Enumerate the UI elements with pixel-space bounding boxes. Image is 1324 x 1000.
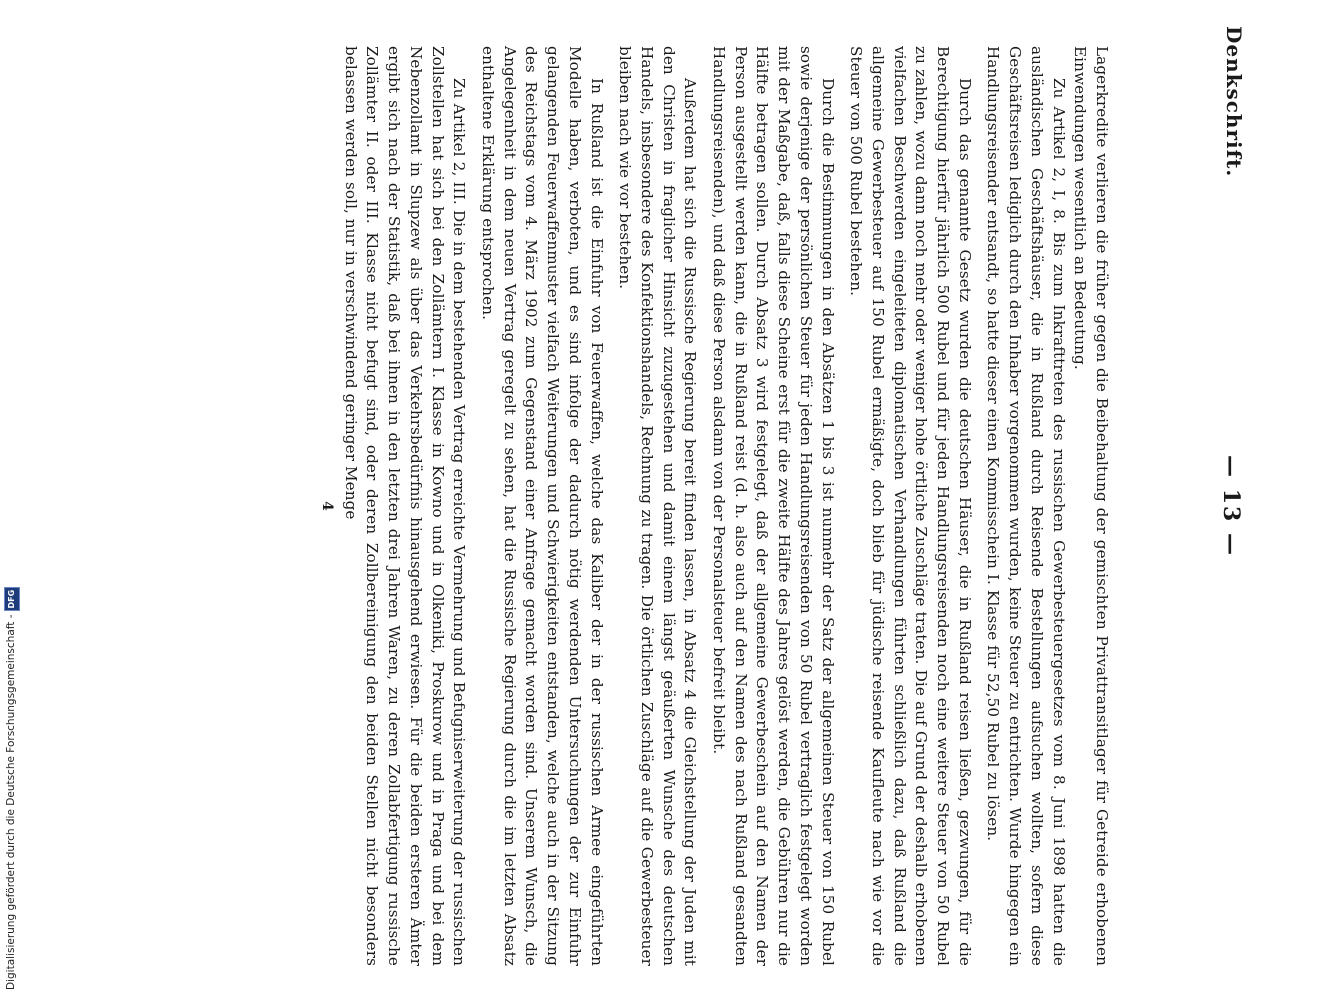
paragraph: Zu Artikel 2, I, 8. Bis zum Inkrafttreten des russischen Gewerbesteuergesetzes vom 8. Juni 1898 hatten die ausländischen Geschäftshäuser, die in Rußland durch Reisende Bestellungen aufsuchen wollten, sofern diese Geschäftsreisen lediglich durch den Inhaber vorgenommen wurden, keine Steuer zu entrichten. Wurde hingegen ein Handlungsreisender entsandt, so hatte dieser einen Kommisschein I. Klasse für 52,50 Rubel zu lösen. [984,46,1068,966]
paragraph: Lagerkredite verlieren die früher gegen die Beibehaltung der gemischten Privattransitlager für Getreide erhobenen Einwendungen wesentlich an Bedeutung. [1071,46,1111,966]
dfg-logo: DFG [4,587,20,612]
credit-text: Digitalisierung gefördert durch die Deutsche Forschungsgemeinschaft - [5,614,17,990]
scanned-page [114,26,1246,966]
signature-mark: 4 [319,501,336,511]
page-number: — 13 — [1218,455,1244,557]
paragraph: Durch das genannte Gesetz wurden die deutschen Häuser, die in Rußland reisen ließen, gezwungen, für die Berechtigung hierfür jährlich 500 Rubel und für jeden Handlungsreisenden noch eine weitere Steuer von 50 Rubel zu zahlen, wozu dann noch mehr oder weniger hohe örtliche Zuschläge traten. Die auf Grund der deshalb erhobenen vielfachen Beschwerden eingeleiteten diplomatischen Verhandlungen führten schließlich dazu, daß Rußland die allgemeine Gewerbesteuer auf 150 Rubel ermäßigte, doch blieb für jüdische reisende Kaufleute nach wie vor die Steuer von 500 Rubel bestehen. [847,46,974,966]
body-text [339,46,1112,966]
page-header [1204,26,1246,966]
paragraph: Außerdem hat sich die Russische Regierung bereit finden lassen, in Absatz 4 die Gleichstellung der Juden mit den Christen in fraglicher Hinsicht zuzugestehen und damit einem längst geäußerten Wunsche des deutschen Handels, insbesondere des Konfektionshandels, Rechnung zu tragen. Die örtlichen Zuschläge auf die Gewerbesteuer bleiben nach wie vor bestehen. [616,46,700,966]
running-head: Denkschrift. [1222,26,1246,178]
paragraph: Durch die Bestimmungen in den Absätzen 1 bis 3 ist nunmehr der Satz der allgemeinen Steuer von 150 Rubel sowie derjenige der persönlichen Steuer für jeden Handlungsreisenden von 50 Rubel vertraglich festgelegt worden mit der Maßgabe, daß, falls diese Scheine erst für die zweite Hälfte des Jahres gelöst werden, die Gebühren nur die Hälfte betragen sollen. Durch Absatz 3 wird festgelegt, daß der allgemeine Gewerbeschein auf den Namen der Person ausgestellt werden kann, die in Rußland reist (d. h. also auch auf den Namen des nach Rußland gesandten Handlungsreisenden), und daß diese Person alsdann von der Personalsteuer befreit bleibt. [710,46,837,966]
paragraph: In Rußland ist die Einfuhr von Feuerwaffen, welche das Kaliber der in der russischen Armee eingeführten Modelle haben, verboten, und es sind infolge der dadurch nötig werdenden Untersuchungen der zur Einfuhr gelangenden Feuerwaffenmuster vielfach Weiterungen und Schwierigkeiten entstanden, welche auch in der Sitzung des Reichstags vom 4. März 1902 zum Gegenstand einer Anfrage gemacht worden sind. Unserem Wunsch, die Angelegenheit in dem neuen Vertrag geregelt zu sehen, hat die Russische Regierung durch die im letzten Absatz enthaltene Erklärung entsprochen. [479,46,606,966]
digitization-credit-strip [0,0,20,1000]
paragraph: Zu Artikel 2, III. Die in dem bestehenden Vertrag erreichte Vermehrung und Befugniserweiterung der russischen Zollstellen hat sich bei den Zollämtern I. Klasse in Kowno und in Olkeniki, Proskurow und in Praga und bei dem Nebenzollamt in Slupzew als über das Verkehrsbedürfnis hinausgehend erwiesen. Für die beiden ersteren Ämter ergibt sich nach der Statistik, daß bei ihnen in den letzten drei Jahren Waren, zu deren Zollabfertigung russische Zollämter II. oder III. Klasse nicht befugt sind, oder deren Zollbereinigung den beiden Stellen nicht besonders belassen werden soll, nur in verschwindend geringer Menge [341,46,469,966]
digitization-credit [4,587,20,990]
